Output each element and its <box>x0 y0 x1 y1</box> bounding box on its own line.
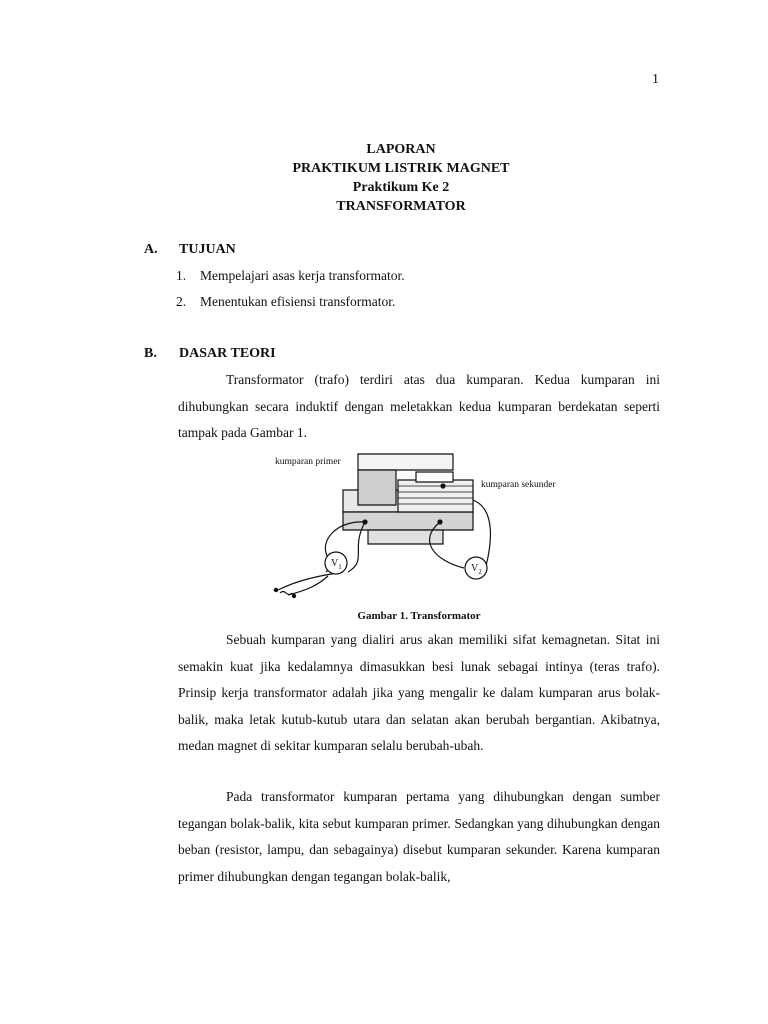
paragraph-primary-secondary: Pada transformator kumparan pertama yang dihubungkan dengan sumber tegangan bolak-balik, kita sebut kumparan primer. Sedangkan yang dihubungkan dengan beban (resistor, lampu, dan sebagainya) disebut kumparan sekunder. Karena kumparan primer dihubungkan dengan tegangan bolak-balik, <box>178 789 660 884</box>
paragraph-magnetism: Sebuah kumparan yang dialiri arus akan memiliki sifat kemagnetan. Sitat ini semakin kuat jika kedalamnya dimasukkan besi lunak sebagai intinya (teras trafo). Prinsip kerja transformator adalah jika yang mengalir ke dalam kumparan arus bolak-balik, maka letak kutub-kutub utara dan selatan akan berubah bergantian. Akibatnya, medan magnet di sekitar kumparan selalu berubah-ubah. <box>178 632 660 753</box>
label-primary-coil: kumparan primer <box>275 457 341 467</box>
list-item-text: Mempelajari asas kerja transformator. <box>200 268 405 283</box>
voltmeter-2-label: $V_2$ <box>471 563 482 576</box>
list-item-number: 2. <box>176 294 187 309</box>
paragraph-intro: Transformator (trafo) terdiri atas dua kumparan. Kedua kumparan ini dihubungkan secara induktif dengan meletakkan kedua kumparan berdekatan seperti tampak pada Gambar 1. <box>178 372 660 440</box>
figure-caption: Gambar 1. Transformator <box>357 610 481 622</box>
voltmeter-1-label: $V_1$ <box>331 558 342 571</box>
title-line-1: LAPORAN <box>366 142 436 157</box>
section-b-letter: B. <box>144 346 157 361</box>
title-line-2: PRAKTIKUM LISTRIK MAGNET <box>292 161 510 176</box>
title-line-4: TRANSFORMATOR <box>336 199 466 214</box>
section-a-letter: A. <box>144 242 158 257</box>
list-item <box>176 268 405 284</box>
title-line-3: Praktikum Ke 2 <box>352 180 450 195</box>
label-secondary-coil: kumparan sekunder <box>481 480 556 490</box>
document-title <box>0 140 768 216</box>
page-number: 1 <box>652 72 659 87</box>
transformer-illustration <box>268 450 568 600</box>
list-item <box>176 294 395 310</box>
section-a-title: TUJUAN <box>179 242 236 257</box>
list-item-number: 1. <box>176 268 187 283</box>
section-b-title: DASAR TEORI <box>179 346 276 361</box>
transformer-figure <box>268 450 568 600</box>
list-item-text: Menentukan efisiensi transformator. <box>200 294 396 309</box>
